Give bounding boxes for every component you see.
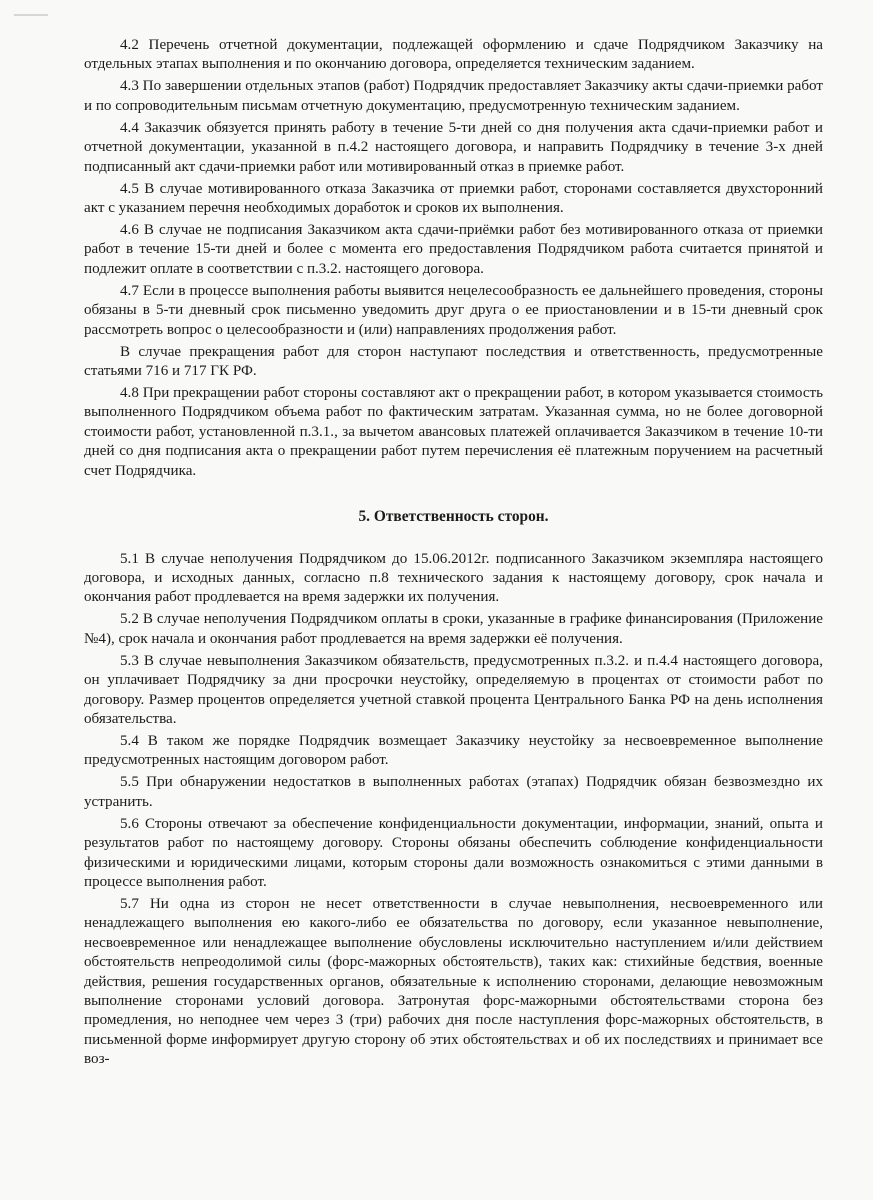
clause-4-4: 4.4 Заказчик обязуется принять работу в течение 5-ти дней со дня получения акта сдачи-приемки работ и отчетной документации, указанной в п.4.2 настоящего договора, и направить Подрядчику в течение 3-х дней подписанный акт сдачи-приемки работ или мотивированный отказ в приемке работ. bbox=[84, 119, 823, 175]
clause-4-7-termination: В случае прекращения работ для сторон наступают последствия и ответственность, предусмотренные статьями 716 и 717 ГК РФ. bbox=[84, 343, 823, 380]
clause-5-6: 5.6 Стороны отвечают за обеспечение конфиденциальности документации, информации, знаний, опыта и результатов работ по настоящему договору. Стороны обязаны обеспечить соблюдение конфиденциальности физическими и юридическими лицами, которым стороны дали возможность ознакомиться с этими данными в процессе выполнения работ. bbox=[84, 815, 823, 890]
clause-5-5: 5.5 При обнаружении недостатков в выполненных работах (этапах) Подрядчик обязан безвозмездно их устранить. bbox=[84, 774, 823, 810]
clause-4-8: 4.8 При прекращении работ стороны составляют акт о прекращении работ, в котором указывается стоимость выполненного Подрядчиком объема работ по фактическим затратам. Указанная сумма, но не более договорной стоимости работ, установленной п.3.1., за вычетом авансовых платежей оплачивается Заказчиком в течение 10-ти дней со дня подписания акта о прекращении работ путем перечисления её платежным поручением на расчетный счет Подрядчика. bbox=[84, 385, 823, 479]
clause-5-4: 5.4 В таком же порядке Подрядчик возмещает Заказчику неустойку за несвоевременное выполнение предусмотренных настоящим договором работ. bbox=[84, 732, 823, 769]
clause-5-1: 5.1 В случае неполучения Подрядчиком до 15.06.2012г. подписанного Заказчиком экземпляра настоящего договора, и исходных данных, согласно п.8 технического задания к настоящему договору, срок начала и окончания работ продлевается на время задержки их получения. bbox=[84, 550, 823, 606]
clause-5-7: 5.7 Ни одна из сторон не несет ответственности в случае невыполнения, несвоевременного или ненадлежащего выполнения ею какого-либо ее обязательства по договору, если указанное невыполнение, несвоевременное или ненадлежащее выполнение обусловлены исключительно наступлением и/или действием обстоятельств непреодолимой силы (форс-мажорных обстоятельств), таких как: стихийные бедствия, военные действия, решения государственных органов, обязательные к исполнению сторонами, делающие невозможным выполнение сторонами условий договора. Затронутая форс-мажорными обстоятельствами сторона без промедления, но неподнее чем через 3 (три) рабочих дня после наступления форс-мажорных обстоятельств, в письменной форме информирует другую сторону об этих обстоятельствах и об их последствиях и принимает все воз- bbox=[84, 895, 823, 1068]
section-title: 5. Ответственность сторон. bbox=[358, 508, 549, 526]
clause-4-5: 4.5 В случае мотивированного отказа Заказчика от приемки работ, сторонами составляется двухсторонний акт с указанием перечня необходимых доработок и сроков их выполнения. bbox=[84, 180, 823, 217]
clause-5-3: 5.3 В случае невыполнения Заказчиком обязательств, предусмотренных п.3.2. и п.4.4 настоящего договора, он уплачивает Подрядчику за дни просрочки неустойку, определяемую в процентах от стоимости работ по договору. Размер процентов определяется учетной ставкой процента Центрального Банка РФ на день исполнения обязательства. bbox=[84, 652, 823, 727]
clause-4-2: 4.2 Перечень отчетной документации, подлежащей оформлению и сдаче Подрядчиком Заказчику на отдельных этапах выполнения и по окончанию договора, определяется техническим заданием. bbox=[84, 37, 823, 73]
scan-artifact bbox=[14, 14, 48, 16]
clause-5-2: 5.2 В случае неполучения Подрядчиком оплаты в сроки, указанные в графике финансирования (Приложение №4), срок начала и окончания работ продлевается на время задержки её получения. bbox=[84, 611, 823, 647]
clause-4-7: 4.7 Если в процессе выполнения работы выявится нецелесообразность ее дальнейшего проведения, стороны обязаны в 5-ти дневный срок письменно уведомить друг друга о ее приостановлении и в 15-ти дневный срок рассмотреть вопрос о целесообразности и (или) направлениях продолжения работ. bbox=[84, 282, 823, 338]
clause-4-6: 4.6 В случае не подписания Заказчиком акта сдачи-приёмки работ без мотивированного отказа от приемки работ в течение 15-ти дней и более с момента его предоставления Подрядчиком работа считается принятой и подлежит оплате в соответствии с п.3.2. настоящего договора. bbox=[84, 222, 823, 277]
clause-4-3: 4.3 По завершении отдельных этапов (работ) Подрядчик предоставляет Заказчику акты сдачи-приемки работ и по сопроводительным письмам отчетную документацию, предусмотренную техническим заданием. bbox=[84, 78, 823, 114]
